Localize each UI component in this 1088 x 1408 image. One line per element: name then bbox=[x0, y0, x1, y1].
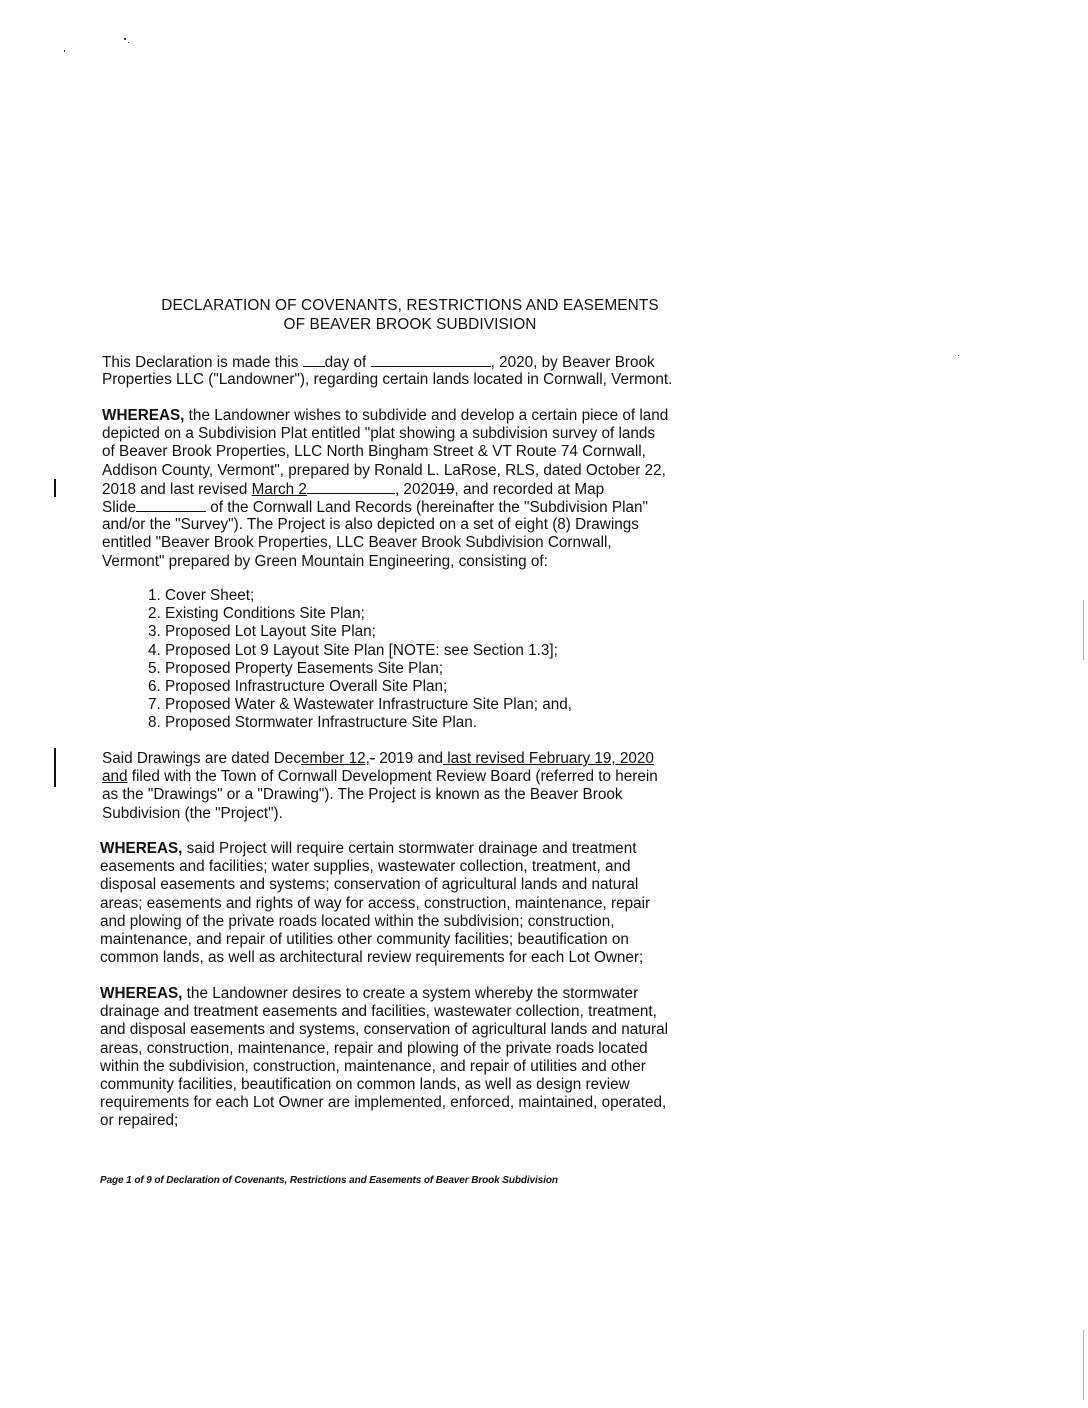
page-footer: Page 1 of 9 of Declaration of Covenants, Restrictions and Easements of Beaver Brook Subdivision bbox=[100, 1175, 558, 1186]
paragraph-text: and disposal easements and systems, conservation of agricultural lands and natural bbox=[100, 1021, 669, 1039]
inserted-text: ember 12, bbox=[300, 750, 370, 767]
drawings-list bbox=[148, 587, 572, 733]
map-slide-blank[interactable] bbox=[136, 498, 206, 512]
day-blank[interactable] bbox=[303, 353, 325, 367]
month-blank[interactable] bbox=[371, 353, 491, 367]
paragraph-text: Subdivision (the "Project"). bbox=[102, 804, 283, 822]
whereas-label: WHEREAS, bbox=[102, 407, 185, 424]
paragraph-text: of the Cornwall Land Records (hereinafter the "Subdivision Plan" bbox=[206, 498, 648, 516]
list-item: 5. Proposed Property Easements Site Plan; bbox=[148, 659, 444, 677]
intro-text: day of bbox=[324, 354, 371, 371]
paragraph-text: disposal easements and systems; conservation of agricultural lands and natural bbox=[100, 876, 639, 894]
whereas-paragraph-2 bbox=[100, 840, 720, 967]
paragraph-text: , 2020 bbox=[394, 480, 438, 498]
list-item: 2. Existing Conditions Site Plan; bbox=[148, 605, 365, 623]
paragraph-text: within the subdivision, construction, maintenance, and repair of utilities and other bbox=[100, 1057, 646, 1075]
document-title bbox=[100, 296, 720, 334]
list-item: 6. Proposed Infrastructure Overall Site Plan; bbox=[148, 677, 448, 695]
paragraph-text: 2018 and last revised bbox=[102, 480, 252, 498]
said-drawings-paragraph bbox=[102, 750, 722, 823]
paragraph-text: areas, construction, maintenance, repair and plowing of the private roads located bbox=[100, 1039, 648, 1057]
paragraph-text: the Landowner desires to create a system whereby the stormwater bbox=[182, 985, 639, 1002]
paragraph-text: common lands, as well as architectural review requirements for each Lot Owner; bbox=[100, 949, 644, 967]
paragraph-text: and plowing of the private roads located within the subdivision; construction, bbox=[100, 912, 615, 930]
paragraph-text: easements and facilities; water supplies, wastewater collection, treatment, and bbox=[100, 858, 631, 876]
paragraph-text: Vermont" prepared by Green Mountain Engineering, consisting of: bbox=[102, 552, 548, 570]
list-item: 1. Cover Sheet; bbox=[148, 587, 255, 604]
list-item: 3. Proposed Lot Layout Site Plan; bbox=[148, 623, 376, 641]
paragraph-text: , and recorded at Map bbox=[454, 480, 605, 498]
title-line-2: OF BEAVER BROOK SUBDIVISION bbox=[283, 316, 537, 333]
paragraph-text: and/or the "Survey"). The Project is also depicted on a set of eight (8) Drawings bbox=[102, 516, 639, 534]
paragraph-text: depicted on a Subdivision Plat entitled "plat showing a subdivision survey of lands bbox=[102, 425, 656, 443]
intro-paragraph bbox=[102, 353, 722, 389]
whereas-label: WHEREAS, bbox=[100, 840, 183, 857]
paragraph-text: the Landowner wishes to subdivide and develop a certain piece of land bbox=[184, 407, 669, 424]
scan-speck bbox=[124, 38, 126, 40]
inserted-text: March 2 bbox=[251, 480, 307, 498]
list-item: 8. Proposed Stormwater Infrastructure Site Plan. bbox=[148, 714, 478, 732]
paragraph-text: requirements for each Lot Owner are implemented, enforced, maintained, operated, bbox=[100, 1094, 667, 1112]
paragraph-text: of Beaver Brook Properties, LLC North Bingham Street & VT Route 74 Cornwall, bbox=[102, 443, 646, 461]
whereas-label: WHEREAS, bbox=[100, 985, 183, 1002]
whereas-paragraph-3 bbox=[100, 985, 720, 1131]
deleted-text: - bbox=[369, 750, 375, 767]
intro-text: This Declaration is made this bbox=[102, 354, 303, 371]
inserted-text: and bbox=[102, 768, 128, 786]
paragraph-text: areas; easements and rights of way for access, construction, maintenance, repair bbox=[100, 894, 651, 912]
paragraph-text: community facilities, beautification on common lands, as well as design review bbox=[100, 1075, 630, 1093]
revision-change-bar bbox=[54, 748, 56, 787]
paragraph-text: 2019 and bbox=[374, 750, 444, 767]
scan-speck bbox=[64, 50, 65, 52]
paragraph-text: Said Drawings are dated Dec bbox=[102, 750, 301, 767]
paragraph-text: entitled "Beaver Brook Properties, LLC Beaver Brook Subdivision Cornwall, bbox=[102, 534, 612, 552]
revision-change-bar bbox=[54, 479, 56, 497]
paragraph-text: or repaired; bbox=[100, 1112, 179, 1130]
intro-text: Properties LLC ("Landowner"), regarding certain lands located in Cornwall, Vermont. bbox=[102, 371, 673, 389]
list-item: 4. Proposed Lot 9 Layout Site Plan [NOTE: see Section 1.3]; bbox=[148, 641, 558, 659]
title-line-1: DECLARATION OF COVENANTS, RESTRICTIONS AND EASEMENTS bbox=[161, 297, 659, 314]
whereas-paragraph-1 bbox=[102, 407, 722, 571]
paragraph-text: Slide bbox=[102, 498, 137, 516]
deleted-text: 19 bbox=[437, 480, 455, 498]
scan-speck bbox=[958, 355, 959, 356]
scan-speck bbox=[1083, 600, 1084, 660]
paragraph-text: drainage and treatment easements and facilities, wastewater collection, treatment, bbox=[100, 1003, 657, 1021]
intro-text: , 2020, by Beaver Brook bbox=[490, 354, 655, 371]
list-item: 7. Proposed Water & Wastewater Infrastructure Site Plan; and, bbox=[148, 696, 572, 714]
paragraph-text: as the "Drawings" or a "Drawing"). The Project is known as the Beaver Brook bbox=[102, 786, 623, 804]
scan-speck bbox=[128, 42, 129, 43]
revision-date-blank[interactable] bbox=[307, 480, 395, 494]
paragraph-text: filed with the Town of Cornwall Development Review Board (referred to herein bbox=[127, 768, 658, 786]
paragraph-text: maintenance, and repair of utilities other community facilities; beautification on bbox=[100, 930, 629, 948]
paragraph-text: Addison County, Vermont", prepared by Ronald L. LaRose, RLS, dated October 22, bbox=[102, 461, 666, 479]
inserted-text: last revised February 19, 2020 bbox=[443, 750, 654, 767]
paragraph-text: said Project will require certain stormwater drainage and treatment bbox=[182, 840, 637, 857]
scan-speck bbox=[1083, 1330, 1084, 1400]
